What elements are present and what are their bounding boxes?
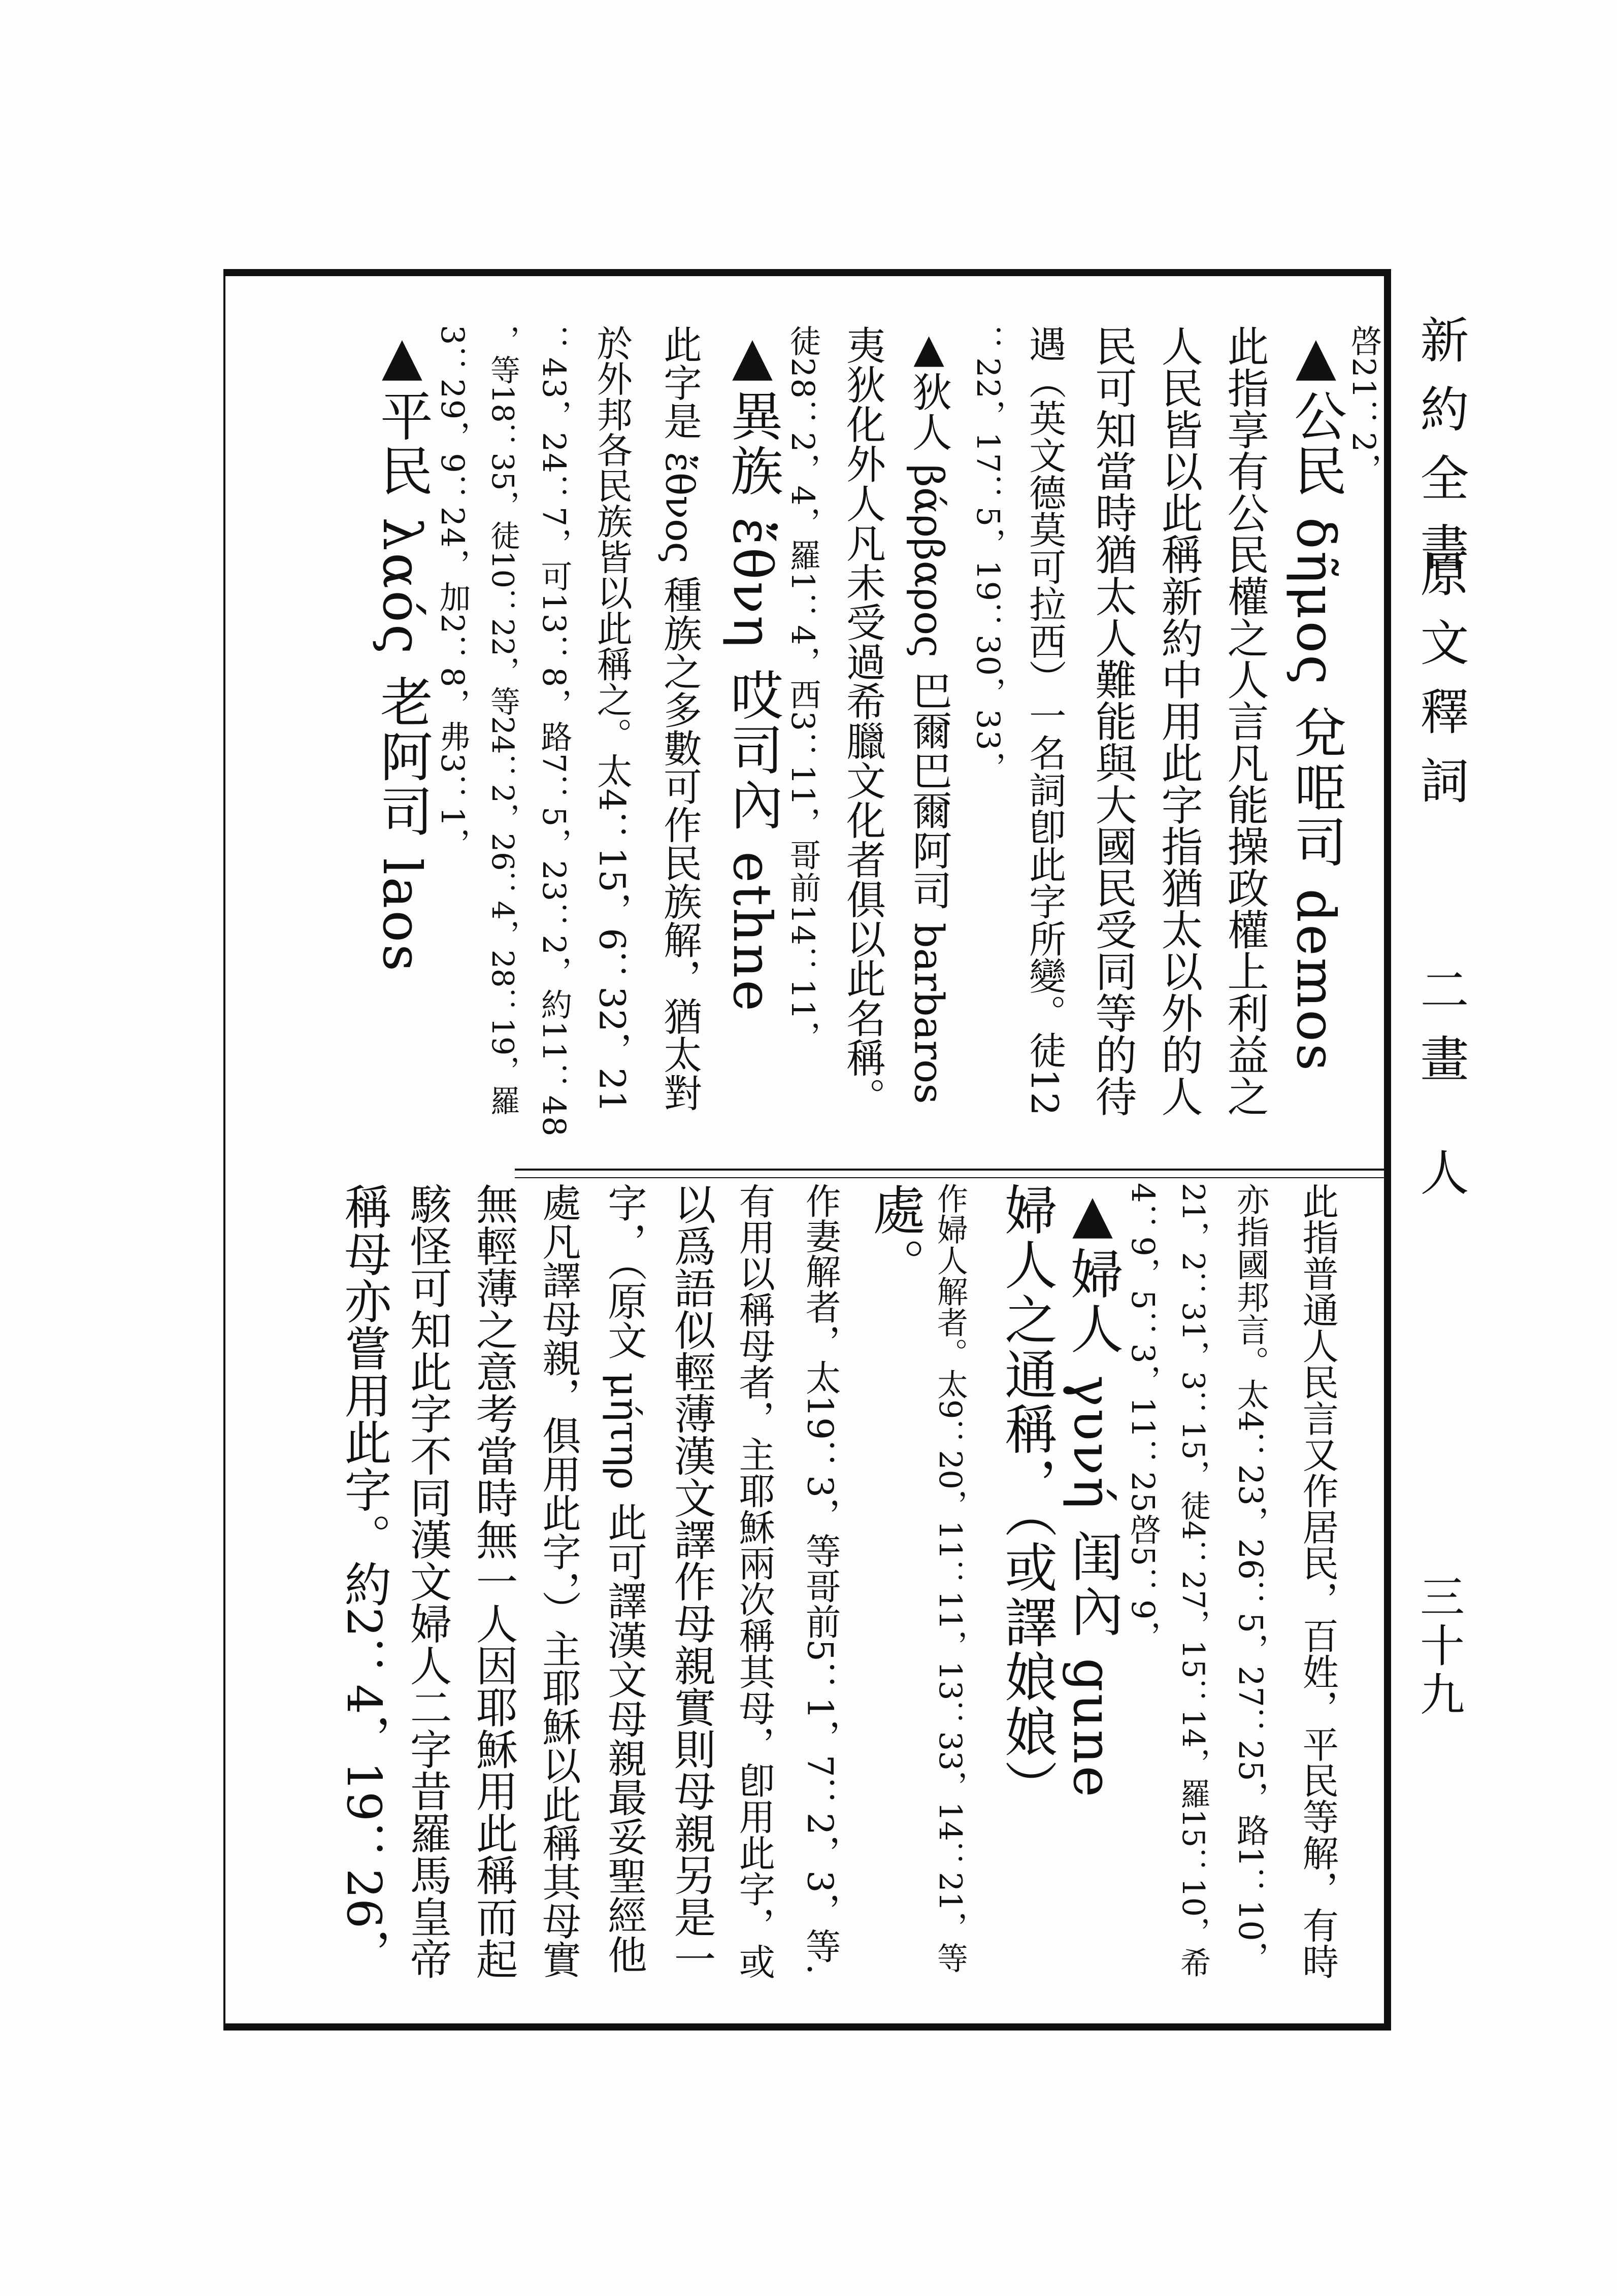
entry-heading-ethne: ▲異族 ἔθνη 哎司內 ethne — [721, 325, 783, 1013]
upper-col-16: 3：29，9：24，加2：8，弗3：1， — [434, 325, 471, 860]
lower-col-3: 21，2：31，3：15，徒4：27，15：14，羅15：10，希 — [1175, 1183, 1211, 1978]
upper-col-3: 此指享有公民權之人言凡能操政權上利益之 — [1220, 325, 1269, 1117]
upper-col-1: 啓21：2， — [1345, 325, 1382, 486]
entry-heading-barbaros: ▲狄人 βάρβαρος 巴爾巴爾阿司 barbaros — [905, 325, 952, 1104]
section-divider-thin — [515, 1177, 1384, 1178]
upper-col-6: 遇（英文德莫可拉西）一名詞卽此字所變。徒12 — [1022, 325, 1066, 1116]
upper-col-15: ，等18：35，徒10：22，等24：2，26：4，28：19，羅 — [485, 325, 520, 1116]
upper-col-10: 徒28：2，4，羅1：4，西3：11，哥前14：11， — [784, 325, 821, 1053]
lower-col-4: 4：9，5：3，11：25啓5：9， — [1125, 1183, 1162, 1653]
lower-col-16: 稱母亦嘗用此字。約2：4，19：26， — [336, 1183, 391, 1976]
lower-col-6: 婦人之通稱，（或譯娘娘） — [996, 1183, 1058, 1814]
lower-col-8: 處。 — [864, 1183, 926, 1292]
lower-col-10: 有用以稱母者，主耶穌兩次稱其母，卽用此字，或 — [733, 1183, 776, 1980]
upper-col-14: ：43，24：7，可13：8，路7：5，23：2，約11：48 — [536, 325, 573, 1138]
lower-col-1: 此指普通人民言又作居民，百姓，平民等解，有時 — [1297, 1183, 1339, 1980]
lower-col-9: 作妻解者，太19：3，等哥前5：1，7：2，3，等. — [799, 1183, 841, 1975]
lower-col-11: 以爲語似輕薄漢文譯作母親實則母親另是一 — [667, 1183, 716, 1980]
section-divider — [515, 1169, 1384, 1171]
lower-col-7: 作婦人解者。太9：20，11：11，13：33，14：21，等 — [932, 1183, 968, 1974]
upper-col-9: 夷狄化外人凡未受過希臘文化者俱以此名稱。 — [840, 325, 885, 1117]
lower-col-12: 字，（原文 μήτηρ 此可譯漢文母親最妥聖經他 — [601, 1183, 647, 1974]
page-number: 三十九 — [1413, 1574, 1465, 1720]
upper-col-4: 人民皆以此稱新約中用此字指猶太以外的人 — [1154, 325, 1203, 1117]
entry-heading-laos: ▲平民 λαός 老阿司 laos — [371, 325, 433, 974]
running-title-char: 人 — [1412, 1147, 1469, 1216]
lower-col-14: 無輕薄之意考當時無一人因耶穌用此稱而起 — [469, 1183, 518, 1980]
upper-col-5: 民可知當時猶太人難能與大國民受同等的待 — [1088, 325, 1137, 1117]
lower-col-15: 駭怪可知此字不同漢文婦人二字昔羅馬皇帝 — [403, 1183, 452, 1980]
lower-col-13: 處凡譯母親，俱用此字，）主耶穌以此稱其母實 — [535, 1183, 581, 1979]
entry-heading-demos: ▲公民 δῆμος 兌𠱸司 demos — [1285, 325, 1347, 1073]
lower-col-2: 亦指國邦言。太4：23，26：5，27：25，路1：10， — [1231, 1183, 1270, 1974]
upper-col-7: ：22，17：5，19：30，33， — [970, 325, 1007, 784]
upper-col-13: 於外邦各民族皆以此稱之。太4：15，6：32，21 — [591, 325, 633, 1113]
upper-col-12: 此字是 ἔθνος 種族之多數可作民族解，猶太對 — [657, 325, 702, 1112]
running-title-strokes: 二畫 — [1412, 964, 1469, 1103]
entry-heading-gune: ▲婦人 γυνή 闺內 gune — [1062, 1183, 1124, 1800]
running-title-book: 新約全書 — [1412, 315, 1469, 591]
running-title-section: 原文釋詞 — [1412, 548, 1469, 824]
